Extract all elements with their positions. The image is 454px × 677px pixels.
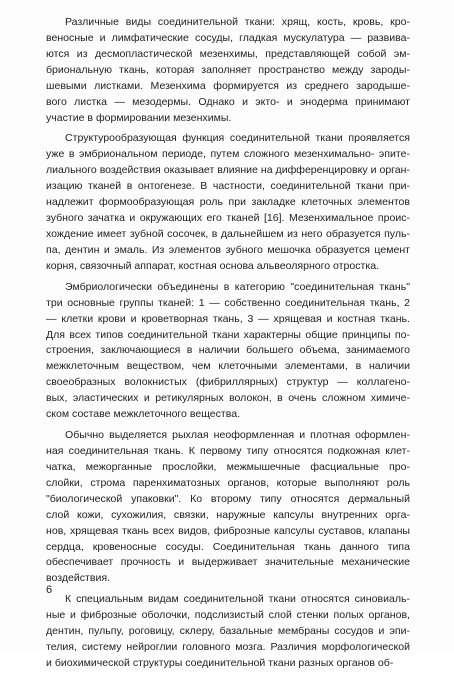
- text-line: веносные и лимфатические сосуды, гладкая мускулатура — развива-: [46, 31, 410, 44]
- text-line: Для всех типов соединительной ткани характерны общие принципы по-: [46, 328, 410, 341]
- text-line: уже в эмбриональном периоде, путем сложного мезенхимально- эпите-: [46, 148, 410, 161]
- text-line: ная соединительная ткань. К первому типу относятся подкожная клет-: [46, 444, 410, 457]
- text-line: зубного зачатка и окружающих его тканей [16]. Мезенхимальное проис-: [46, 212, 410, 225]
- text-line: строения, заключающиеся в наличии большего объема, занимаемого: [46, 344, 410, 357]
- text-line: чатка, межорганные прослойки, межмышечные фасциальные про-: [46, 460, 410, 473]
- text-line: слойки, строма паренхиматозных органов, которые выполняют роль: [46, 476, 410, 489]
- text-line: вого листка — мезодермы. Однако и экто- и энодерма принимают: [46, 95, 410, 108]
- text-line: три основные группы тканей: 1 — собственно соединительная ткань, 2: [46, 296, 410, 309]
- text-line: Структурообразующая функция соединительной ткани проявляется: [65, 132, 410, 145]
- text-line: своеобразных волокнистых (фибриллярных) структур — коллагено-: [46, 376, 410, 389]
- text-line: лиального воздействия оказывает влияние на дифференцировку и орган-: [46, 164, 410, 177]
- text-line: Обычно выделяется рыхлая неоформленная и плотная оформлен-: [65, 429, 410, 442]
- text-line: надлежит формообразующая роль при закладке клеточных элементов: [46, 196, 410, 209]
- body-text: [46, 15, 410, 677]
- text-line: Различные виды соединительной ткани: хрящ, кость, кровь, кро-: [65, 16, 410, 28]
- paragraph: [46, 131, 410, 274]
- text-line: вых, эластических и ретикулярных волокон, в очень сложном химиче-: [46, 392, 410, 405]
- text-line: хождение имеет зубной сосочек, в дальнейшем из него образуется пуль-: [46, 227, 410, 240]
- page-number: 6: [46, 584, 53, 596]
- text-line: межклеточным веществом, чем клеточными элементами, в наличии: [46, 360, 410, 373]
- text-line: изацию тканей в онтогенезе. В частности, соединительной ткани при-: [46, 180, 410, 193]
- text-line: нов, хрящевая ткань всех видов, фиброзные капсулы суставов, клапаны: [46, 524, 410, 537]
- text-line: "биологической упаковки". Ко второму типу относятся дермальный: [46, 492, 410, 505]
- text-line: ные и фиброзные оболочки, подслизистый слой стенки полых органов,: [46, 609, 410, 622]
- text-line: па, дентин и эмаль. Из элементов зубного мешочка образуется цемент: [46, 243, 410, 256]
- text-line: — клетки крови и кроветворная ткань, 3 — хрящевая и костная ткань.: [46, 312, 410, 325]
- text-line: К специальным видам соединительной ткани относятся синовиаль-: [65, 593, 410, 606]
- paragraph: [46, 428, 410, 587]
- text-line: бриональную ткань, которая заполняет пространство между зароды-: [46, 63, 410, 76]
- paragraph: [46, 592, 410, 672]
- text-line: слой кожи, сухожилия, связки, наружные капсулы внутренних орга-: [46, 508, 410, 521]
- paragraph: [46, 280, 410, 423]
- text-line: сердца, кровеносные сосуды. Соединительная ткань данного типа: [46, 540, 410, 553]
- text-line: корня, связочный аппарат, костная основа альвеолярного отростка.: [46, 259, 379, 272]
- text-line: ются из десмопластической мезенхимы, представляющей собой эм-: [46, 47, 410, 60]
- text-line: ском составе межклеточного вещества.: [46, 408, 240, 421]
- text-line: и биохимической структуры соединительной ткани разных органов об-: [46, 656, 394, 669]
- text-line: участие в формировании мезенхимы.: [46, 111, 232, 124]
- text-line: шевыми листками. Мезенхима формируется из среднего зародыше-: [46, 79, 410, 92]
- text-line: обеспечивает прочность и выдерживает значительные механические: [46, 556, 410, 569]
- text-line: дентин, пульпу, роговицу, склеру, базальные мембраны сосудов и эпи-: [46, 625, 410, 638]
- text-line: телия, систему нейроглии головного мозга. Различия морфологической: [46, 641, 410, 654]
- text-line: Эмбриологически объединены в категорию "соединительная ткань": [65, 280, 410, 293]
- text-line: воздействия.: [46, 572, 110, 585]
- paragraph: [46, 15, 410, 126]
